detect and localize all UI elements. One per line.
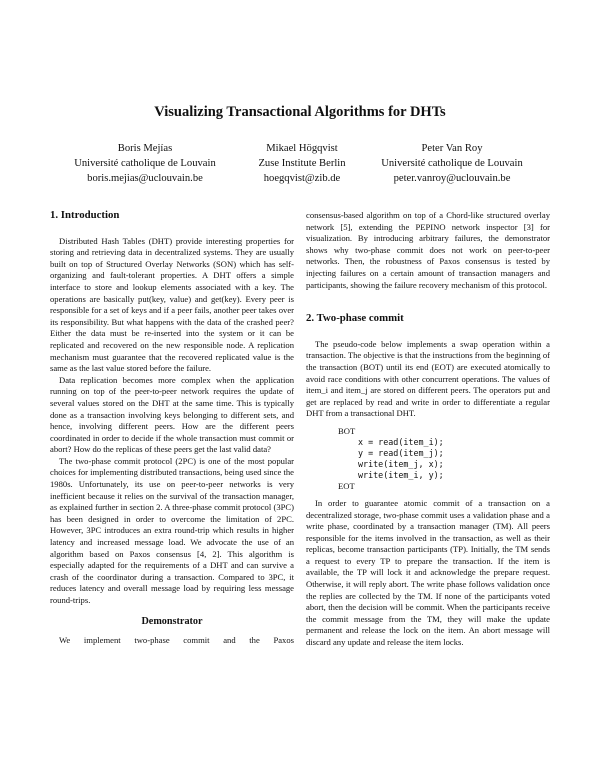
- paragraph: In order to guarantee atomic commit of a transaction on a decentralized storage, two-phase commit uses a validation phase and a write phase, coordinated by a transaction manager (TM). All peers responsible for the items involved in the transaction, as well as their replicas, become transaction participants (TP). Initially, the TM sends a request to every TP to prepare the transaction. If the item is available, the TP will lock it and acknowledge the prepare request. Otherwise, it will reply abort. The write phase follows validation once the replies are collected by the TM. If none of the participants voted abort, then the decision will be commit. When the participants receive the commit message from the TM, they will make the update permanent and release the lock on the item. An abort message will discard any update and release the item locks.: [306, 497, 550, 648]
- code-line: EOT: [338, 480, 355, 491]
- paper-title: Visualizing Transactional Algorithms for DHTs: [154, 104, 446, 120]
- author-block-1: [50, 141, 240, 186]
- code-line: write(item_i, y);: [358, 469, 444, 480]
- paragraph: We implement two-phase commit and the Paxos: [59, 635, 294, 646]
- author-email: hoegqvist@zib.de: [263, 173, 341, 184]
- author-block-2: [232, 141, 372, 186]
- code-line: x = read(item_i);: [358, 436, 444, 447]
- paragraph: Distributed Hash Tables (DHT) provide interesting properties for storing and retrieving data in decentralized systems. They are usually built on top of Structured Overlay Networks (SON) which has self-organizing and fault-tolerant properties. A DHT offers a simple interface to store and lookup elements associated with a key. The operations are basically put(key, value) and get(key). Every peer is responsible for a set of keys and if a peer fails, another peer takes over its responsibility. But what happens with the data of the crashed peer? Either the data must be re-inserted into the system or it can be replicated and recovered on the new responsible node. A replication mechanism must guarantee that the recovered replicated value is the same as the last value stored before the failure.: [50, 235, 294, 374]
- paragraph: The two-phase commit protocol (2PC) is one of the most popular choices for implementing distributed transactions, being used since the 1980s. Unfortunately, its use on peer-to-peer networks is very inefficient because it relies on the survival of the transaction manager, as explained further in section 2. A three-phase commit protocol (3PC) has been designed in order to overcome the limitation of 2PC. However, 3PC introduces an extra round-trip which results in higher latency and increased message load. We advocate the use of an algorithm based on Paxos consensus [4, 2]. This algorithm is especially adapted for the requirements of a DHT and can survive a crash of the coordinator during a transaction. Compared to 3PC, it reduces latency and overall message load by requiring less message round-trips.: [50, 455, 294, 605]
- author-block-3: [357, 141, 547, 186]
- author-name: Mikael Högqvist: [266, 143, 338, 154]
- paragraph: Data replication becomes more complex when the application running on top of the peer-to-peer network requires the update of several values stored on the DHT at the same time. This is typically done as a transaction involving keys belonging to different sets, and hence, involving different peers. How are the different peers coordinated in order to decide if the whole transaction must commit or abort? How do the replicas of these peers get the last valid data?: [50, 374, 294, 455]
- left-column: [50, 210, 294, 647]
- code-line: BOT: [338, 425, 356, 436]
- subsection-heading: Demonstrator: [141, 615, 203, 627]
- code-line: y = read(item_j);: [358, 447, 444, 458]
- paragraph: The pseudo-code below implements a swap operation within a transaction. The objective is that the instructions from the beginning of the transaction (BOT) until its end (EOT) are executed atomically to avoid race conditions with other concurrent operations. The values of item_i and item_j are stored on different peers. The operators put and get are replaced by read and write in order to differentiate a regular DHT from a transactional DHT.: [306, 338, 550, 419]
- author-affiliation: Université catholique de Louvain: [74, 158, 216, 169]
- author-name: Peter Van Roy: [421, 143, 483, 154]
- author-email: peter.vanroy@uclouvain.be: [393, 173, 511, 184]
- pseudo-code: [306, 426, 550, 492]
- section-heading: 1. Introduction: [50, 209, 120, 221]
- author-affiliation: Université catholique de Louvain: [381, 158, 523, 169]
- right-column: [306, 210, 550, 649]
- author-email: boris.mejias@uclouvain.be: [87, 173, 203, 184]
- code-line: write(item_j, x);: [358, 458, 444, 469]
- author-name: Boris Mejías: [117, 143, 173, 154]
- paragraph: consensus-based algorithm on top of a Chord-like structured overlay network [5], extending the PEPINO network inspector [3] for visualization. By introducing arbitrary failures, the demonstrator shows why two-phase commit does not work on peer-to-peer networks. Then, the robustness of Paxos consensus is tested by injecting failures on a certain amount of transaction managers and participants, showing the failure recovery mechanism of this protocol.: [306, 210, 550, 290]
- section-heading: 2. Two-phase commit: [306, 312, 404, 325]
- author-affiliation: Zuse Institute Berlin: [258, 158, 346, 169]
